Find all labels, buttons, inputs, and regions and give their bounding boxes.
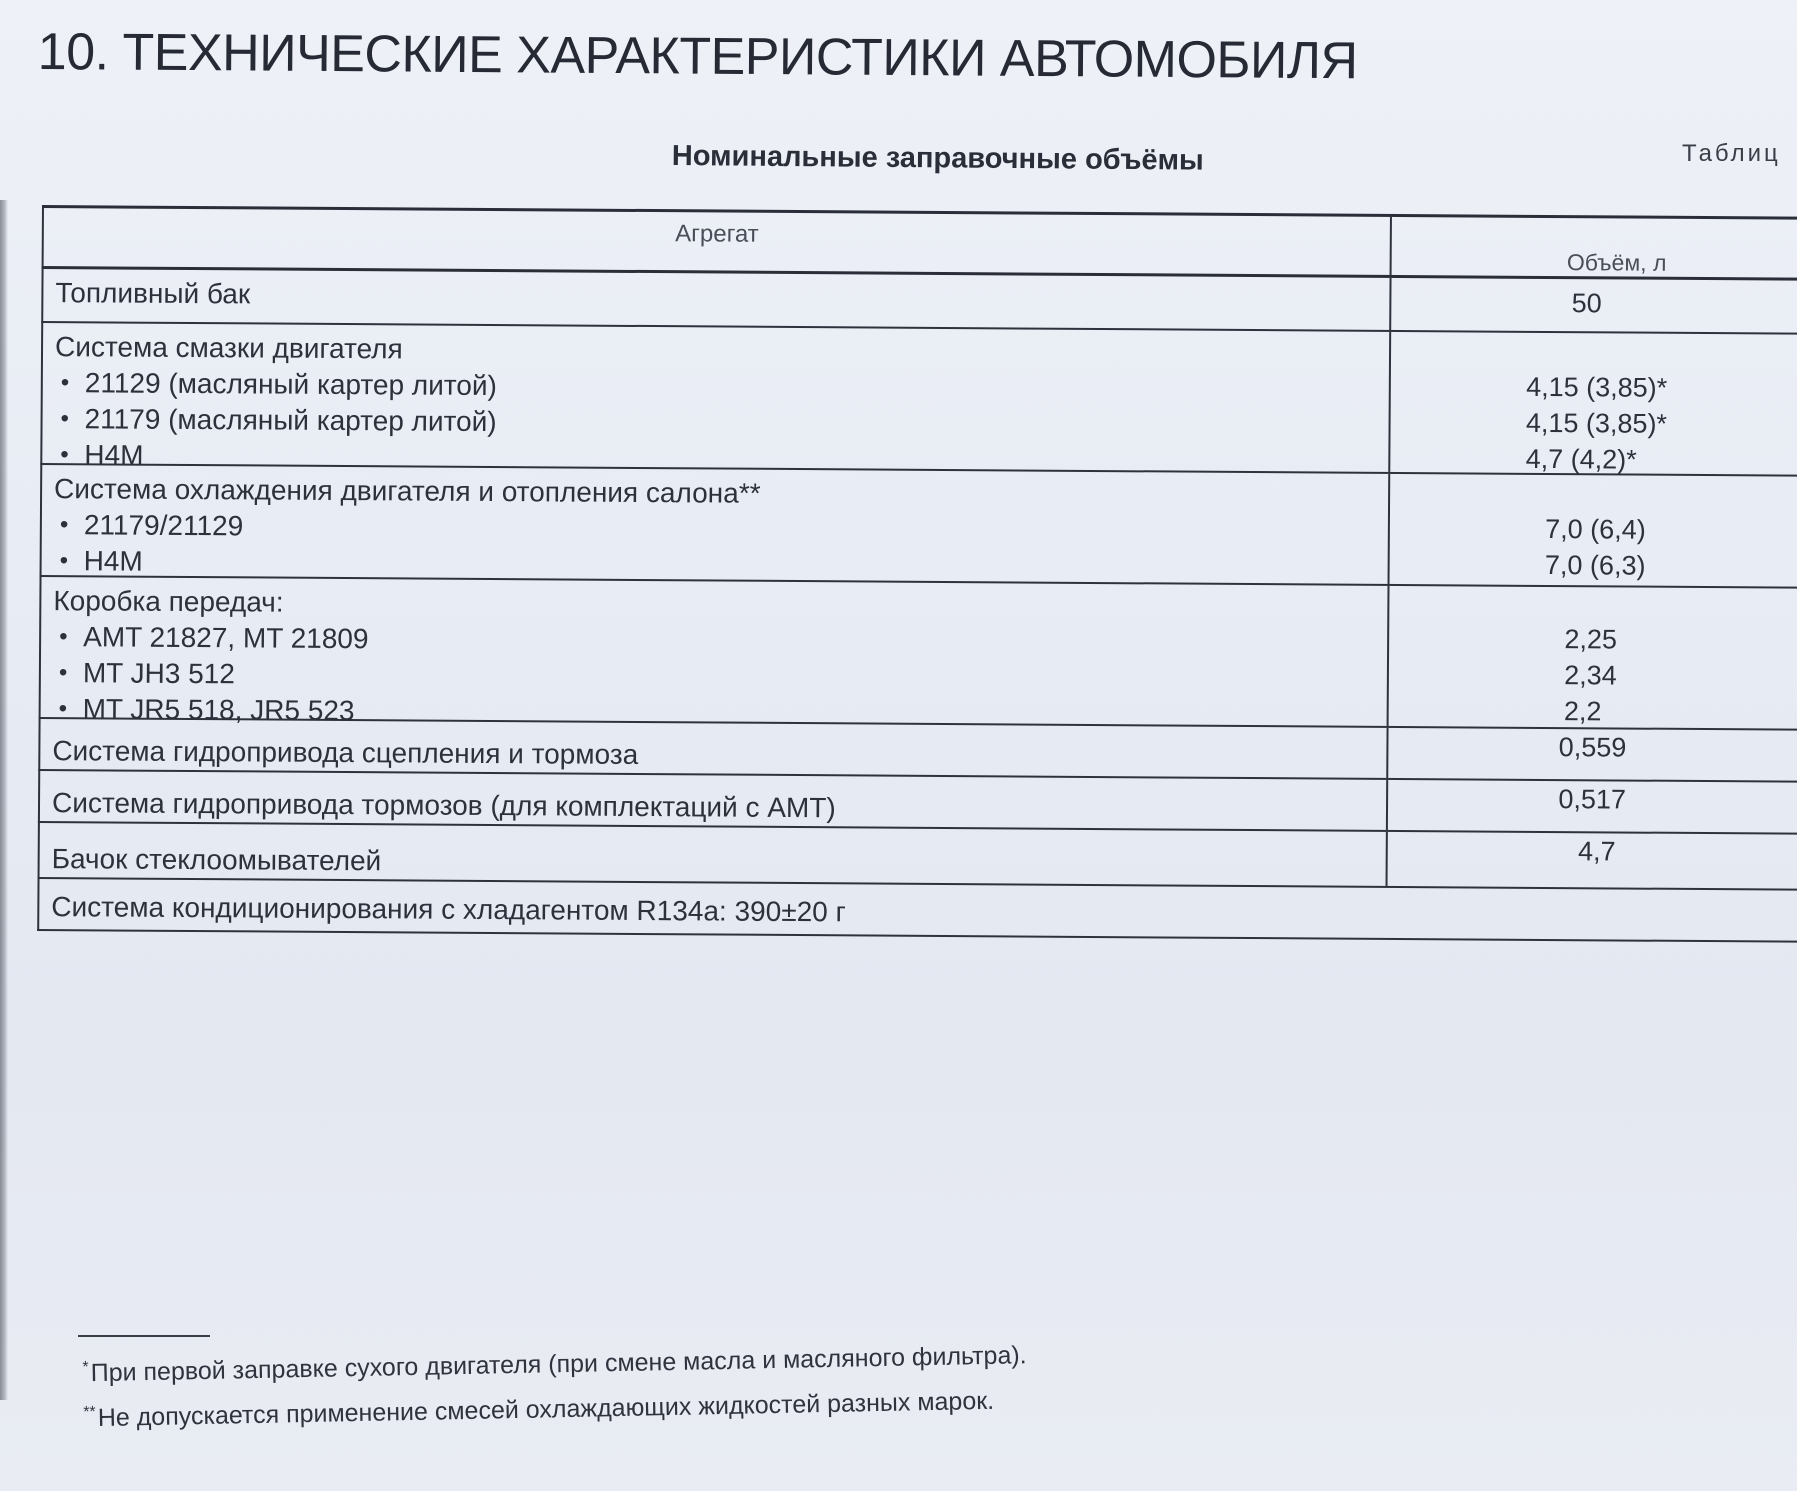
footnote-mark: ** bbox=[83, 1404, 96, 1422]
row-value: 50 bbox=[1571, 288, 1602, 319]
values-block bbox=[1526, 339, 1790, 479]
row-value: 4,7 bbox=[1577, 836, 1616, 867]
row-volume-cell bbox=[1389, 728, 1797, 781]
row-volume-cell bbox=[1390, 474, 1797, 587]
footnote-text: При первой заправке сухого двигателя (при смене масла и масляного фильтра). bbox=[90, 1341, 1027, 1388]
fill-volumes-table bbox=[37, 205, 1797, 943]
row-unit-cell bbox=[39, 879, 1797, 941]
row-value: 4,15 (3,85)* bbox=[1526, 371, 1668, 403]
list-item: • 21129 (масляный картер литой) bbox=[55, 365, 1378, 410]
row-unit-cell bbox=[43, 269, 1392, 330]
row-unit-cell bbox=[42, 465, 1391, 584]
row-unit-cell bbox=[40, 823, 1389, 886]
row-value: 2,34 bbox=[1564, 660, 1617, 691]
row-title: Бачок стеклоомывателей bbox=[51, 843, 382, 877]
table-row-engine-lubrication bbox=[40, 323, 1797, 477]
list-item: • Н4М bbox=[54, 437, 1377, 482]
row-unit-cell bbox=[40, 771, 1389, 830]
row-title: Система кондиционирования с хладагентом R134a: 390±20 г bbox=[51, 891, 846, 928]
row-value: 2,25 bbox=[1564, 624, 1618, 655]
row-title: Система гидропривода сцепления и тормоза bbox=[52, 735, 639, 770]
list-item: • MT JR5 518, JR5 523 bbox=[53, 691, 1375, 736]
row-unit-cell bbox=[41, 577, 1390, 726]
table-row-gearbox bbox=[39, 577, 1797, 731]
row-volume-cell bbox=[1391, 332, 1797, 475]
table-row-air-conditioning bbox=[37, 879, 1797, 943]
table-row-cooling bbox=[40, 465, 1797, 589]
row-title: Топливный бак bbox=[55, 277, 251, 310]
list-item: • 21179/21129 bbox=[54, 507, 1377, 552]
list-item: • AMT 21827, MT 21809 bbox=[53, 619, 1375, 664]
row-title: Система охлаждения двигателя и отопления салона** bbox=[54, 473, 761, 509]
row-title: Система смазки двигателя bbox=[54, 331, 403, 365]
header-unit: Агрегат bbox=[44, 208, 1393, 275]
row-value: 7,0 (6,3) bbox=[1544, 549, 1646, 581]
table-label: Таблиц bbox=[1682, 140, 1781, 167]
footnote-mark: * bbox=[82, 1358, 89, 1376]
header-volume: Объём, л bbox=[1566, 249, 1667, 276]
values-block bbox=[1545, 481, 1788, 585]
page-binding-shadow bbox=[0, 200, 8, 1400]
values-block bbox=[1564, 593, 1788, 730]
row-title: Система гидропривода тормозов (для комплектаций с АМТ) bbox=[51, 787, 836, 824]
row-value: 0,517 bbox=[1558, 784, 1627, 815]
row-volume-cell bbox=[1388, 832, 1797, 889]
row-value: 2,2 bbox=[1563, 696, 1602, 727]
footnote-text: Не допускается применение смесей охлаждающих жидкостей разных марок. bbox=[97, 1387, 995, 1433]
list-item: • Н4М bbox=[54, 543, 1377, 588]
row-value: 0,559 bbox=[1558, 732, 1627, 763]
chapter-title: 10. ТЕХНИЧЕСКИЕ ХАРАКТЕРИСТИКИ АВТОМОБИЛЯ bbox=[37, 22, 1358, 91]
row-volume-cell bbox=[1391, 278, 1797, 333]
row-value: 7,0 (6,4) bbox=[1545, 513, 1646, 545]
footnote-divider bbox=[78, 1335, 210, 1337]
list-item: • 21179 (масляный картер литой) bbox=[54, 401, 1377, 446]
list-item: • MT JH3 512 bbox=[53, 655, 1375, 700]
row-value: 4,7 (4,2)* bbox=[1525, 443, 1637, 475]
row-unit-cell bbox=[42, 323, 1391, 472]
table-caption: Номинальные заправочные объёмы bbox=[671, 140, 1204, 177]
footnotes bbox=[82, 1330, 1028, 1439]
row-volume-cell bbox=[1388, 780, 1797, 833]
row-title: Коробка передач: bbox=[53, 585, 284, 618]
row-value: 4,15 (3,85)* bbox=[1525, 407, 1668, 439]
row-volume-cell bbox=[1389, 586, 1797, 729]
